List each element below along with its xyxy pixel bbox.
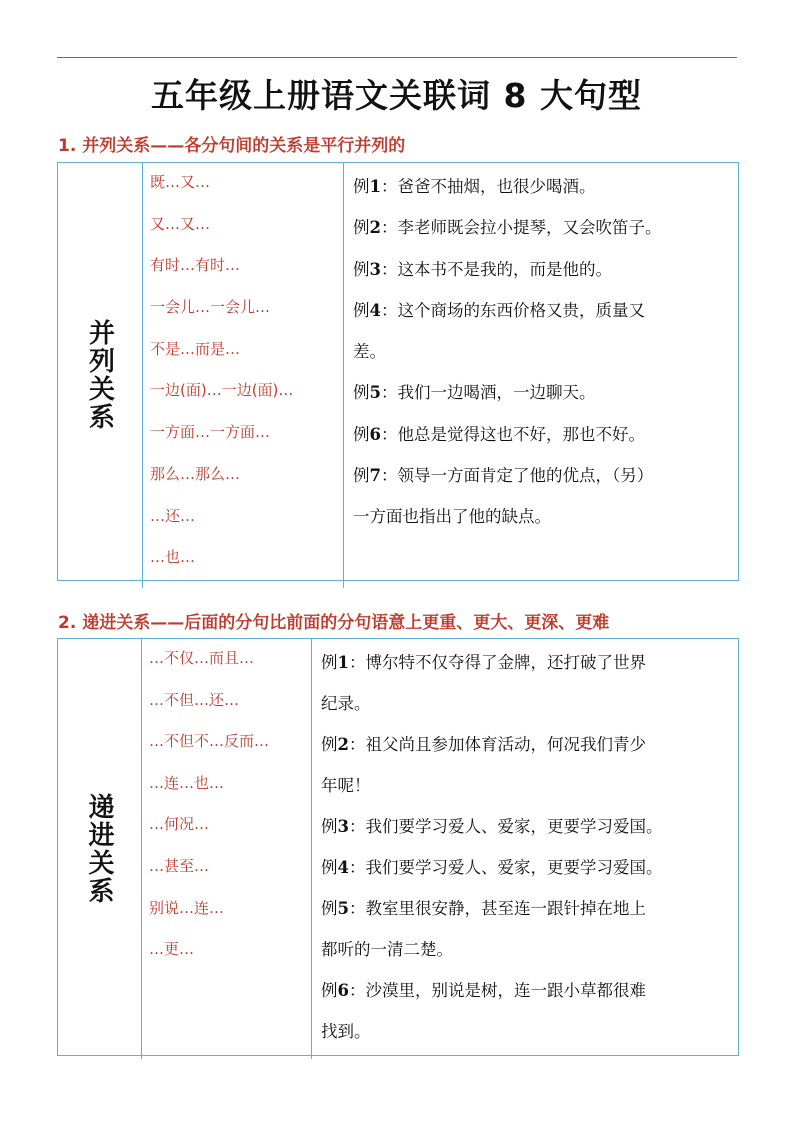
example-prefix: 例 [353, 177, 370, 196]
pattern-item: …不但…还… [149, 690, 240, 709]
example-number: 1 [337, 653, 349, 672]
example-number: 4 [369, 300, 381, 320]
example-number: 5 [337, 899, 349, 918]
pattern-item: 一边(面)…一边(面)… [150, 381, 294, 400]
progressive-relation-table [57, 638, 739, 1056]
example-number: 5 [369, 383, 381, 403]
pattern-item: …也… [150, 548, 196, 567]
example-prefix: 例 [353, 466, 370, 486]
pattern-item: 一会儿…一会儿… [150, 298, 271, 317]
pattern-item: 别说…连… [149, 898, 225, 917]
example-prefix: 例 [353, 218, 370, 238]
example-line [321, 731, 730, 772]
example-line [321, 690, 730, 731]
pattern-item: …连…也… [149, 773, 225, 792]
example-line [321, 936, 730, 977]
example-text: ：祖父尚且参加体育活动，何况我们青少 [348, 735, 646, 754]
parallel-relation-table [57, 162, 739, 581]
pattern-item: …甚至… [149, 856, 210, 875]
example-text: ：李老师既会拉小提琴，又会吹笛子。 [380, 218, 662, 238]
pattern-item: 那么…那么… [150, 464, 241, 483]
example-prefix: 例 [321, 981, 338, 1000]
top-rule [57, 57, 737, 58]
example-prefix: 例 [321, 735, 338, 754]
relation-label-cell [58, 163, 142, 588]
example-text: ：我们要学习爱人、爱家，更要学习爱国。 [348, 817, 663, 836]
example-text: ：我们要学习爱人、爱家，更要学习爱国。 [348, 858, 663, 877]
pattern-item: …更… [149, 940, 195, 959]
example-text: ：爸爸不抽烟，也很少喝酒。 [380, 177, 596, 196]
example-list [343, 163, 738, 588]
example-number: 4 [337, 858, 349, 877]
example-list [311, 639, 738, 1059]
example-text: ：这本书不是我的，而是他的。 [380, 259, 612, 279]
example-prefix: 例 [321, 817, 338, 836]
example-number: 7 [369, 466, 381, 486]
example-line [321, 977, 730, 1018]
example-number: 1 [369, 177, 381, 196]
example-prefix: 例 [353, 300, 370, 320]
example-prefix: 例 [321, 858, 338, 877]
pattern-list [141, 639, 311, 1059]
example-line [353, 173, 730, 214]
relation-label: 并列关系 [84, 319, 115, 432]
section-heading-parallel: 1. 并列关系——各分句间的关系是平行并列的 [58, 136, 406, 156]
relation-label-cell [58, 639, 141, 1059]
example-line [321, 895, 730, 936]
example-number: 6 [337, 981, 349, 1000]
example-line [353, 297, 730, 338]
example-number: 3 [337, 817, 349, 836]
example-text: ：沙漠里，别说是树，连一跟小草都很难 [348, 981, 646, 1000]
pattern-item: 一方面…一方面… [150, 423, 271, 442]
example-line [321, 854, 730, 895]
pattern-item: …不仅…而且… [149, 649, 255, 667]
example-text: 找到。 [321, 1022, 371, 1041]
example-line [353, 256, 730, 297]
example-text: ：我们一边喝酒，一边聊天。 [380, 383, 596, 403]
example-prefix: 例 [353, 424, 370, 444]
example-text: 一方面也指出了他的缺点。 [353, 507, 551, 527]
example-line [353, 421, 730, 462]
example-text: ：这个商场的东西价格又贵，质量又 [380, 300, 645, 320]
pattern-item: 不是…而是… [150, 339, 241, 358]
section-heading-progressive: 2. 递进关系——后面的分句比前面的分句语意上更重、更大、更深、更难 [58, 613, 610, 633]
example-line [321, 1018, 730, 1059]
example-line [321, 649, 730, 690]
example-line [353, 214, 730, 255]
example-text: ：教室里很安静，甚至连一跟针掉在地上 [348, 899, 646, 918]
example-text: ：领导一方面肯定了他的优点，（另） [380, 466, 654, 486]
pattern-item: …还… [150, 506, 196, 525]
example-text: 差。 [353, 342, 386, 362]
pattern-item: 既…又… [150, 173, 211, 191]
example-line [321, 813, 730, 854]
example-number: 3 [369, 259, 381, 279]
pattern-item: 有时…有时… [150, 256, 241, 275]
pattern-item: …何况… [149, 815, 210, 834]
pattern-item: 又…又… [150, 214, 211, 233]
example-text: 都听的一清二楚。 [321, 940, 453, 959]
example-text: 年呢！ [321, 776, 371, 795]
example-line [353, 503, 730, 544]
pattern-item: …不但不…反而… [149, 732, 270, 751]
example-number: 2 [369, 218, 381, 238]
example-prefix: 例 [353, 383, 370, 403]
example-prefix: 例 [321, 653, 338, 672]
example-line [353, 338, 730, 379]
example-text: 纪录。 [321, 694, 371, 713]
relation-label: 递进关系 [84, 793, 114, 905]
page-title: 五年级上册语文关联词 8 大句型 [151, 76, 642, 115]
example-line [321, 772, 730, 813]
example-number: 6 [369, 424, 381, 444]
example-prefix: 例 [353, 259, 370, 279]
example-text: ：他总是觉得这也不好，那也不好。 [380, 424, 645, 444]
example-prefix: 例 [321, 899, 338, 918]
example-number: 2 [337, 735, 349, 754]
example-line [353, 462, 730, 503]
pattern-list [142, 163, 343, 588]
example-text: ：博尔特不仅夺得了金牌，还打破了世界 [348, 653, 646, 672]
example-line [353, 379, 730, 420]
